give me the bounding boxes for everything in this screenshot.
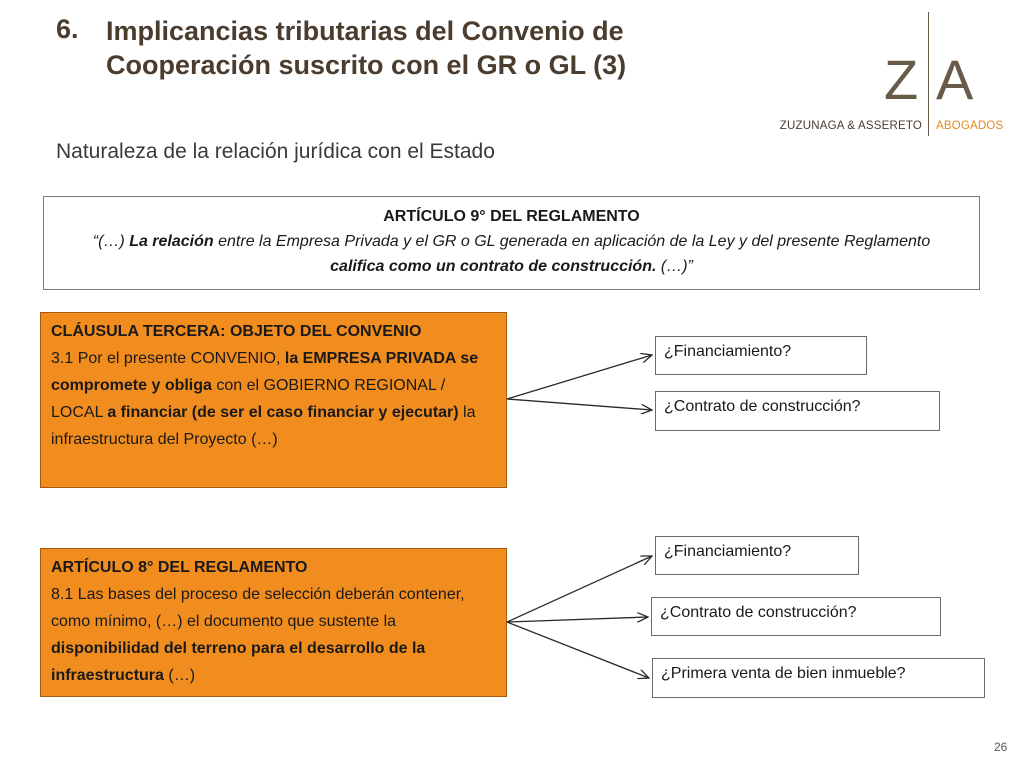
clause-3-bold-2: a financiar (de ser el caso financiar y ejecutar)	[107, 404, 459, 421]
quote-text-1: entre la Empresa Privada y el GR o GL generada en aplicación de la Ley y del presente Reglamento	[213, 233, 931, 250]
article-8-bold-1: disponibilidad del terreno para el desarrollo de la infraestructura	[51, 640, 426, 684]
arrow-article8-financiamiento	[507, 556, 652, 622]
quote-bold-1: La relación	[129, 233, 214, 250]
clause-3-bold-1: la EMPRESA PRIVADA se compromete y obliga	[51, 350, 479, 394]
page-number: 26	[994, 740, 1008, 754]
arrow-article8-venta	[507, 622, 649, 678]
question-financiamiento-2: ¿Financiamiento?	[655, 536, 859, 575]
article-8-heading: ARTÍCULO 8° DEL REGLAMENTO	[51, 559, 308, 576]
arrow-article8-contrato	[507, 617, 648, 622]
clause-3-heading: CLÁUSULA TERCERA: OBJETO DEL CONVENIO	[51, 323, 422, 340]
arrow-clause-financiamiento	[507, 355, 652, 399]
quote-open: “(…)	[92, 233, 130, 250]
logo-role: ABOGADOS	[936, 120, 1004, 132]
clause-3-text-2: con el GOBIERNO REGIONAL / LOCAL	[51, 377, 446, 421]
question-primera-venta: ¿Primera venta de bien inmueble?	[652, 658, 985, 698]
arrow-clause-contrato	[507, 399, 652, 410]
title-number: 6.	[56, 14, 79, 44]
logo-firm-name: ZUZUNAGA & ASSERETO	[779, 120, 922, 132]
article-8-text-2: (…)	[163, 667, 196, 684]
clause-3-text-1: 3.1 Por el presente CONVENIO,	[51, 350, 285, 367]
logo-letter-a: A	[936, 48, 974, 111]
question-contrato-2: ¿Contrato de construcción?	[651, 597, 941, 636]
slide-subtitle: Naturaleza de la relación jurídica con el Estado	[56, 140, 495, 163]
quote-bold-2: califica como un contrato de construcción.	[330, 258, 657, 275]
question-contrato-1: ¿Contrato de construcción?	[655, 391, 940, 431]
clause-3-text-3: la infraestructura del Proyecto (…)	[51, 404, 476, 448]
logo-letter-z: Z	[884, 48, 919, 111]
question-financiamiento-1: ¿Financiamiento?	[655, 336, 867, 375]
article-8-text-1: 8.1 Las bases del proceso de selección deberán contener, como mínimo, (…) el documento que sustente la	[51, 586, 465, 630]
slide-title: Implicancias tributarias del Convenio de Cooperación suscrito con el GR o GL (3)	[106, 16, 627, 80]
article-9-heading: ARTÍCULO 9° DEL REGLAMENTO	[383, 208, 640, 225]
quote-close: (…)”	[656, 258, 693, 275]
